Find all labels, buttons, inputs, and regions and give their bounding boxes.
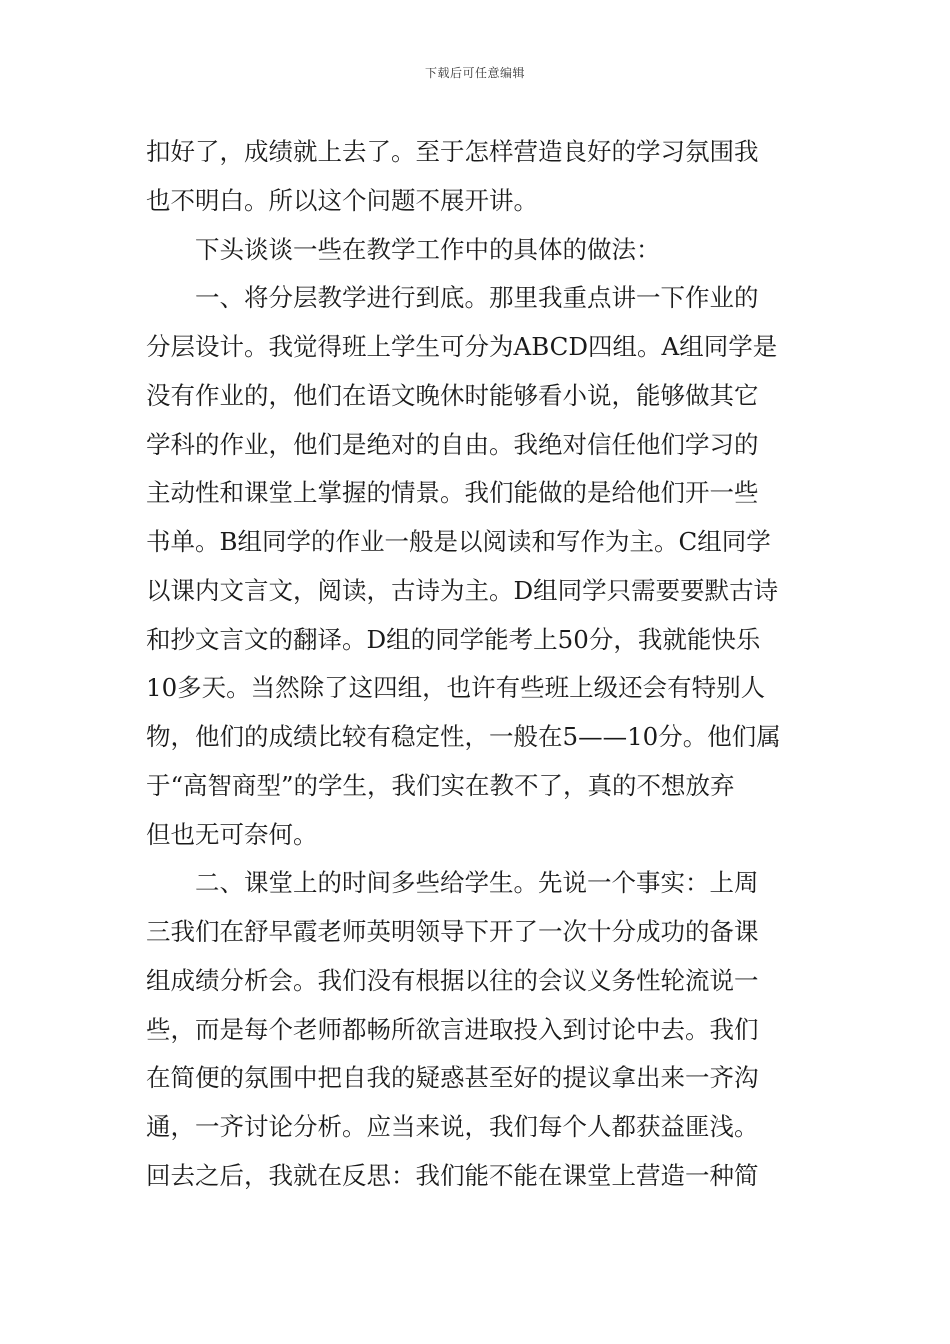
text-line: 回去之后，我就在反思：我们能不能在课堂上营造一种简 <box>146 1160 759 1190</box>
text-line: 分层设计。我觉得班上学生可分为ABCD四组。A组同学是 <box>146 332 778 361</box>
text-line: 通，一齐讨论分析。应当来说，我们每个人都获益匪浅。 <box>146 1112 759 1141</box>
text-line: 于“高智商型”的学生，我们实在教不了，真的不想放弃 <box>146 770 735 800</box>
text-line: 但也无可奈何。 <box>146 819 318 849</box>
text-line: 物，他们的成绩比较有稳定性，一般在5——10分。他们属 <box>146 722 781 751</box>
text-line: 也不明白。所以这个问题不展开讲。 <box>146 185 538 215</box>
text-line: 下头谈谈一些在教学工作中的具体的做法： <box>146 234 661 264</box>
text-line: 在简便的氛围中把自我的疑惑甚至好的提议拿出来一齐沟 <box>146 1063 759 1093</box>
text-line: 组成绩分析会。我们没有根据以往的会议义务性轮流说一 <box>146 965 759 995</box>
text-line: 10多天。当然除了这四组，也许有些班上级还会有特别人 <box>146 673 766 703</box>
document-body <box>146 128 806 1201</box>
text-line: 书单。B组同学的作业一般是以阅读和写作为主。C组同学 <box>146 527 771 556</box>
text-line: 扣好了，成绩就上去了。至于怎样营造良好的学习氛围我 <box>146 137 759 166</box>
text-line: 和抄文言文的翻译。D组的同学能考上50分，我就能快乐 <box>146 624 761 654</box>
text-line: 以课内文言文，阅读，古诗为主。D组同学只需要要默古诗 <box>146 575 779 605</box>
page-header: 下载后可任意编辑 <box>424 66 525 80</box>
text-line: 主动性和课堂上掌握的情景。我们能做的是给他们开一些 <box>146 478 759 508</box>
text-line: 三我们在舒早霞老师英明领导下开了一次十分成功的备课 <box>146 917 759 946</box>
text-line: 一、将分层教学进行到底。那里我重点讲一下作业的 <box>146 283 759 313</box>
text-line: 些，而是每个老师都畅所欲言进取投入到讨论中去。我们 <box>146 1014 759 1044</box>
text-line: 二、课堂上的时间多些给学生。先说一个事实：上周 <box>146 868 759 898</box>
text-line: 没有作业的，他们在语文晚休时能够看小说，能够做其它 <box>146 380 759 410</box>
text-line: 学科的作业，他们是绝对的自由。我绝对信任他们学习的 <box>146 429 759 459</box>
